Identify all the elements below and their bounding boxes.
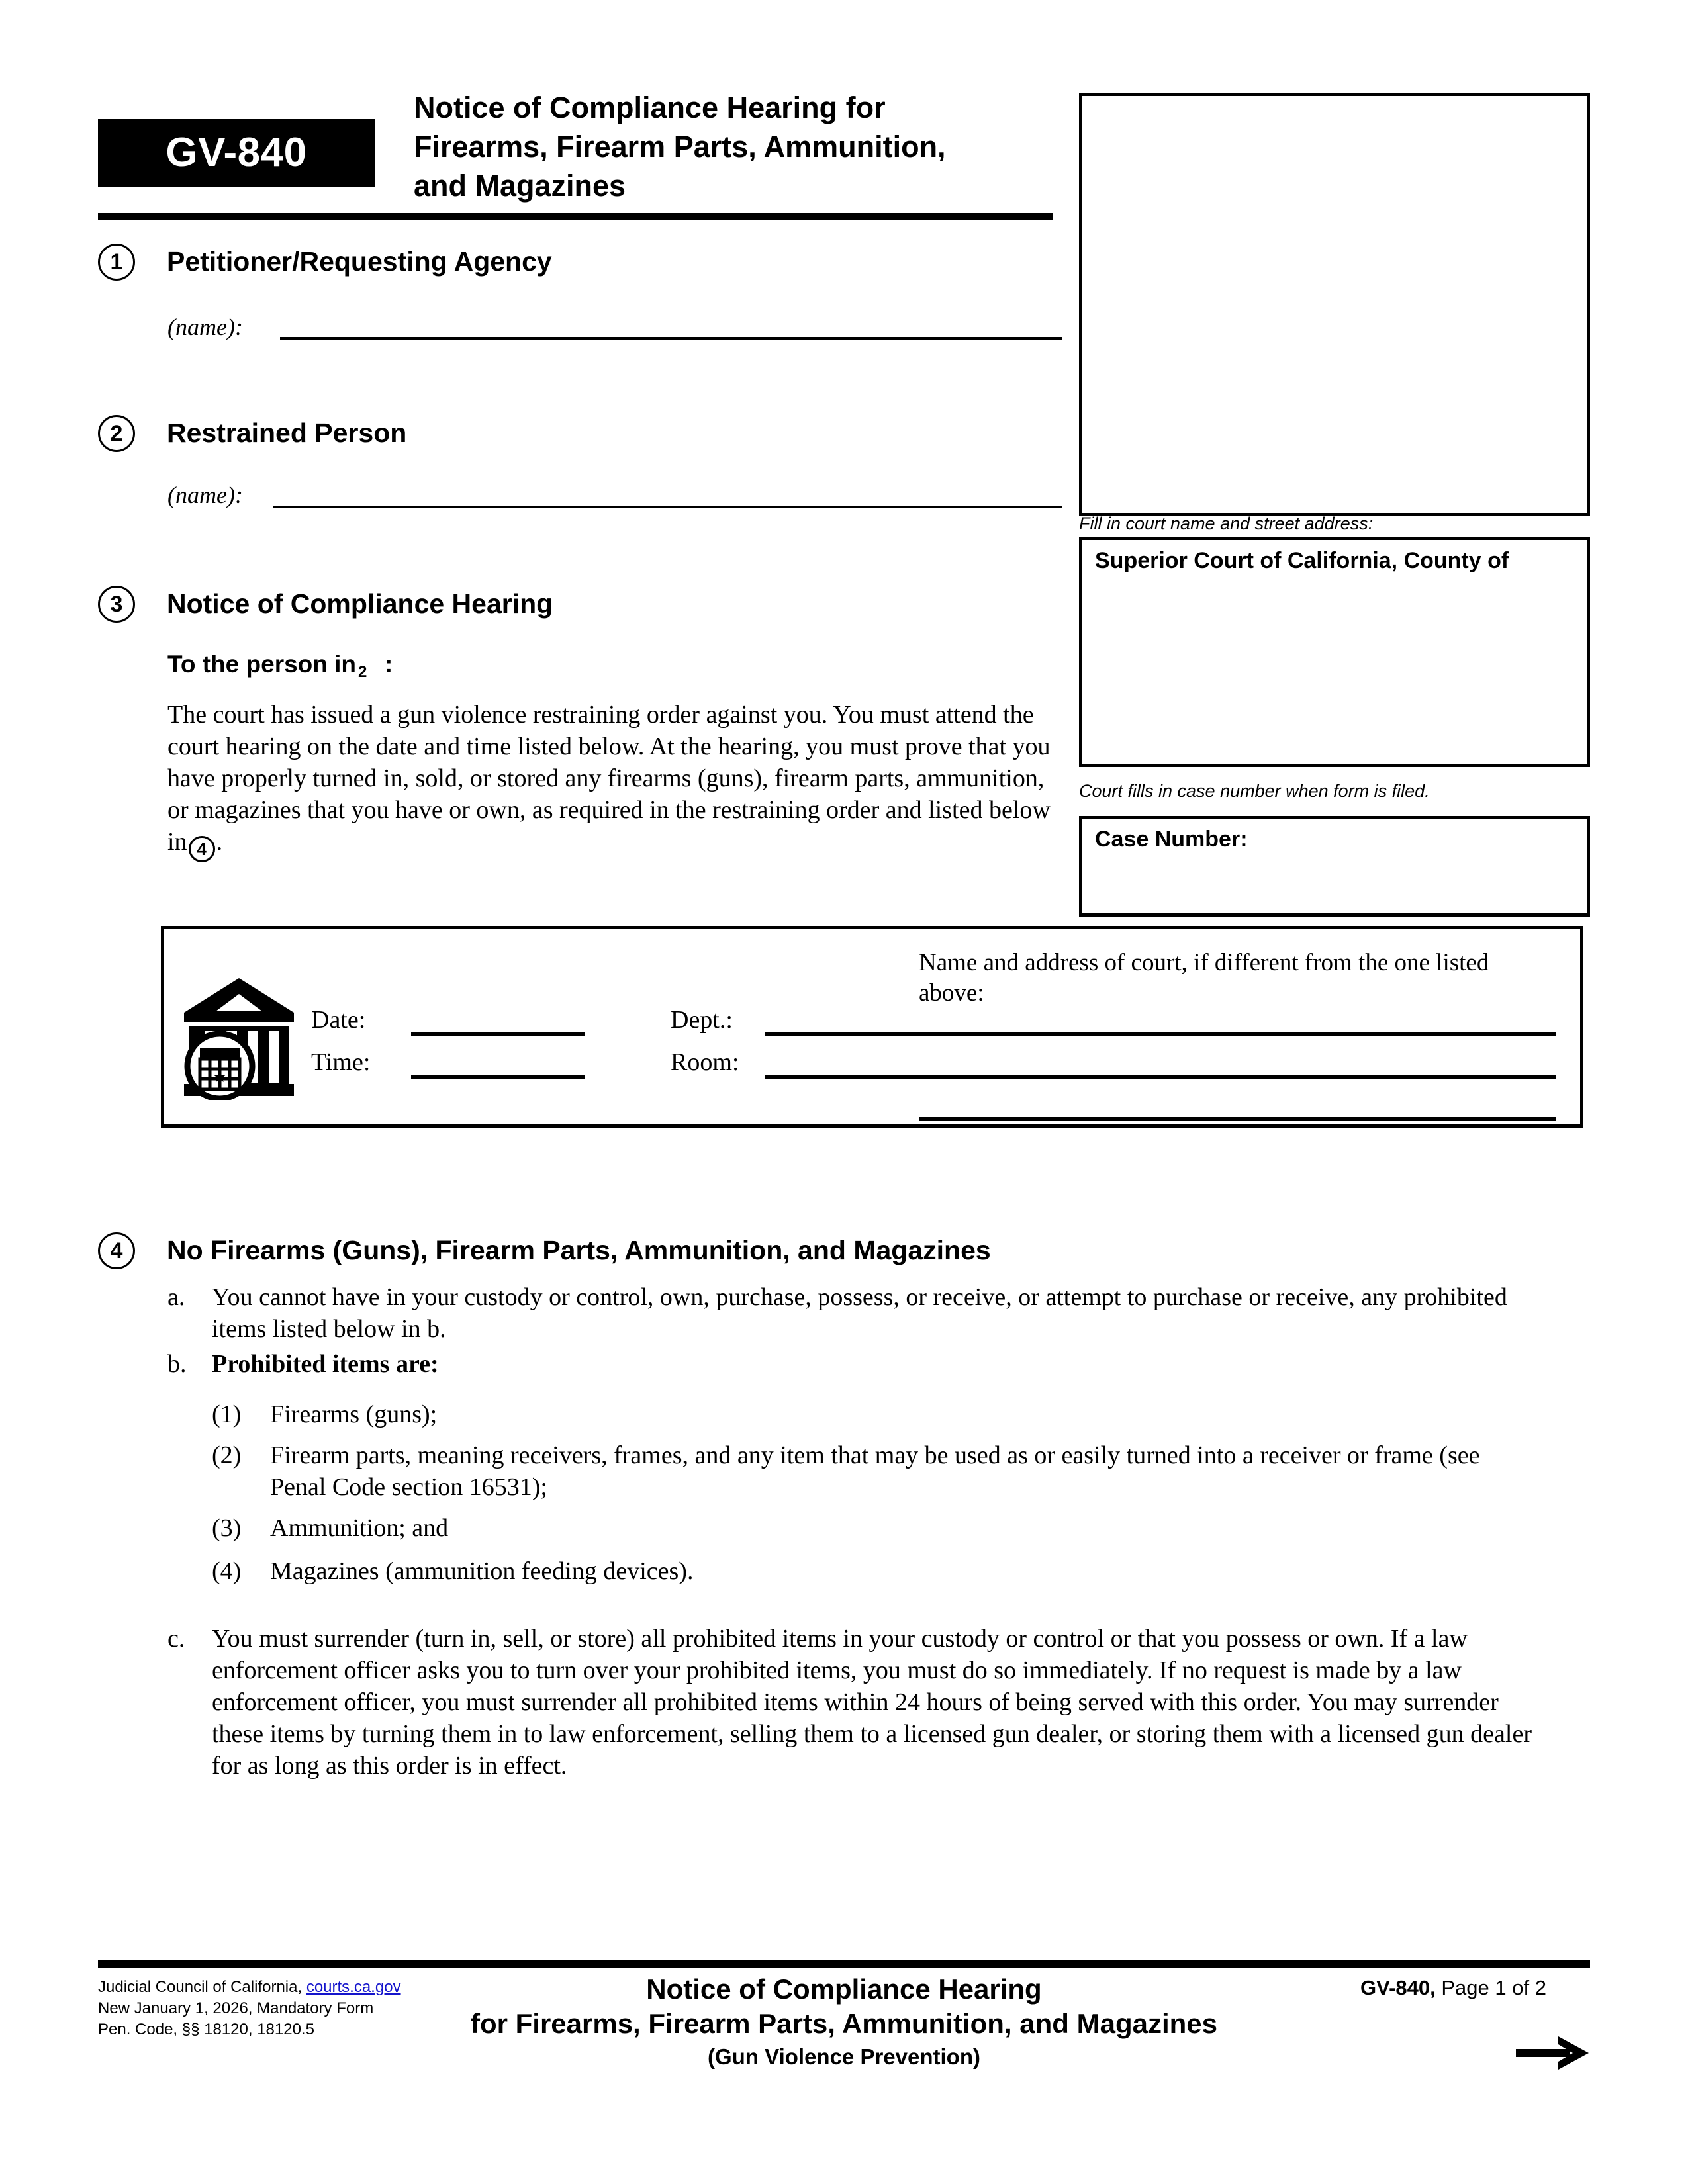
- section-3-heading: Notice of Compliance Hearing: [167, 588, 553, 619]
- hearing-dept-input[interactable]: [765, 1032, 1556, 1036]
- section-4-number: 4: [98, 1232, 135, 1269]
- restrained-person-name-input[interactable]: [273, 506, 1062, 508]
- hearing-time-input[interactable]: [411, 1075, 585, 1079]
- section-3-subheading-suffix: :: [385, 651, 393, 678]
- form-title-line-1: Notice of Compliance Hearing for: [414, 91, 886, 124]
- list-item-text: Firearms (guns);: [270, 1400, 438, 1428]
- case-number-heading: Case Number:: [1095, 827, 1248, 852]
- list-item-text: Ammunition; and: [270, 1514, 449, 1542]
- hearing-address-note: Name and address of court, if different from the one listed above:: [919, 949, 1489, 1007]
- list-item-marker: c.: [167, 1625, 185, 1653]
- list-item-text: Prohibited items are:: [212, 1350, 439, 1378]
- footer-council-line: [98, 1977, 401, 1998]
- court-name-heading: Superior Court of California, County of: [1095, 548, 1509, 573]
- inline-circle-2: 2: [358, 663, 367, 681]
- list-item-text: Magazines (ammunition feeding devices).: [270, 1557, 694, 1585]
- hearing-details-box: [161, 926, 1583, 1128]
- court-name-caption: Fill in court name and street address:: [1079, 514, 1374, 533]
- list-item-text: Firearm parts, meaning receivers, frames, and any item that may be used as or easily turned into a receiver or frame (see Penal Code section 16531);: [270, 1441, 1480, 1501]
- form-number-badge: GV-840: [98, 119, 375, 187]
- footer-page-number: Page 1 of 2: [1435, 1976, 1546, 1999]
- footer-form-number: GV-840,: [1360, 1976, 1436, 1999]
- section-3-paragraph-text: The court has issued a gun violence restraining order against you. You must attend the court hearing on the date and time listed below. At the hearing, you must prove that you have properly turned in, sold, or stored any firearms (guns), firearm parts, ammunition, or magazines that you have or own, as required in the restraining order and listed below in: [167, 701, 1051, 856]
- hearing-room-input[interactable]: [765, 1075, 1556, 1079]
- hearing-date-input[interactable]: [411, 1032, 585, 1036]
- header-divider: [98, 213, 1053, 220]
- list-item-marker: (2): [212, 1441, 242, 1469]
- section-2-number: 2: [98, 415, 135, 452]
- list-item-text: You must surrender (turn in, sell, or store) all prohibited items in your custody or control or that you possess or own. If a law enforcement officer asks you to turn over your prohibited items, you must do so immediately. If no request is made by a law enforcement officer, you must surrender all prohibited items within 24 hours of being served with this order. You may surrender these items by turning them in to law enforcement, selling them to a licensed gun dealer, or storing them with a licensed gun dealer for as long as this order is in effect.: [212, 1625, 1532, 1780]
- footer-code-line: Pen. Code, §§ 18120, 18120.5: [98, 2021, 314, 2038]
- case-number-caption: Court fills in case number when form is filed.: [1079, 781, 1430, 801]
- list-item-marker: b.: [167, 1350, 187, 1378]
- section-3-number: 3: [98, 586, 135, 623]
- section-1-number: 1: [98, 244, 135, 281]
- list-item-marker: (4): [212, 1557, 242, 1585]
- list-item-marker: (1): [212, 1400, 242, 1428]
- form-title-line-2: Firearms, Firearm Parts, Ammunition,: [414, 130, 946, 163]
- footer-council-text: Judicial Council of California,: [98, 1978, 306, 1996]
- footer-center-block: [371, 1972, 1317, 2073]
- hearing-address-line-3[interactable]: [919, 1117, 1556, 1121]
- section-3-paragraph: [167, 699, 1061, 862]
- section-3-paragraph-period: .: [216, 828, 223, 856]
- footer-revision-line: New January 1, 2026, Mandatory Form: [98, 1999, 374, 2017]
- hearing-room-label: Room:: [671, 1048, 739, 1076]
- footer-title-line-1: Notice of Compliance Hearing: [646, 1974, 1042, 2005]
- section-4-heading: No Firearms (Guns), Firearm Parts, Ammunition, and Magazines: [167, 1235, 991, 1265]
- restrained-person-name-label: (name):: [167, 482, 243, 508]
- list-item-text: You cannot have in your custody or control, own, purchase, possess, or receive, or attempt to purchase or receive, any prohibited items listed below in b.: [212, 1283, 1507, 1343]
- list-item-marker: a.: [167, 1283, 185, 1311]
- inline-circle-4: 4: [189, 836, 215, 862]
- footer-title-line-3: (Gun Violence Prevention): [708, 2044, 980, 2069]
- footer-page-indicator: [1360, 1976, 1546, 2001]
- page-title: [414, 88, 1076, 205]
- hearing-time-label: Time:: [311, 1048, 371, 1076]
- section-1-heading: Petitioner/Requesting Agency: [167, 246, 552, 277]
- hearing-date-label: Date:: [311, 1006, 366, 1034]
- footer-left-block: [98, 1977, 401, 2040]
- hearing-dept-label: Dept.:: [671, 1006, 733, 1034]
- list-item-marker: (3): [212, 1514, 242, 1542]
- arrow-right-icon: [1516, 2035, 1589, 2071]
- clerk-stamp-box[interactable]: [1079, 93, 1590, 516]
- section-3-subheading-prefix: To the person in: [167, 651, 357, 678]
- courts-website-link[interactable]: courts.ca.gov: [306, 1978, 401, 1996]
- form-title-line-3: and Magazines: [414, 169, 626, 203]
- section-2-heading: Restrained Person: [167, 418, 407, 448]
- footer-title-line-2: for Firearms, Firearm Parts, Ammunition, and Magazines: [470, 2008, 1218, 2039]
- petitioner-name-input[interactable]: [280, 337, 1062, 340]
- petitioner-name-label: (name):: [167, 314, 243, 340]
- section-3-subheading: [167, 650, 393, 686]
- footer-divider: [98, 1960, 1590, 1968]
- courthouse-calendar-icon: [183, 974, 295, 1100]
